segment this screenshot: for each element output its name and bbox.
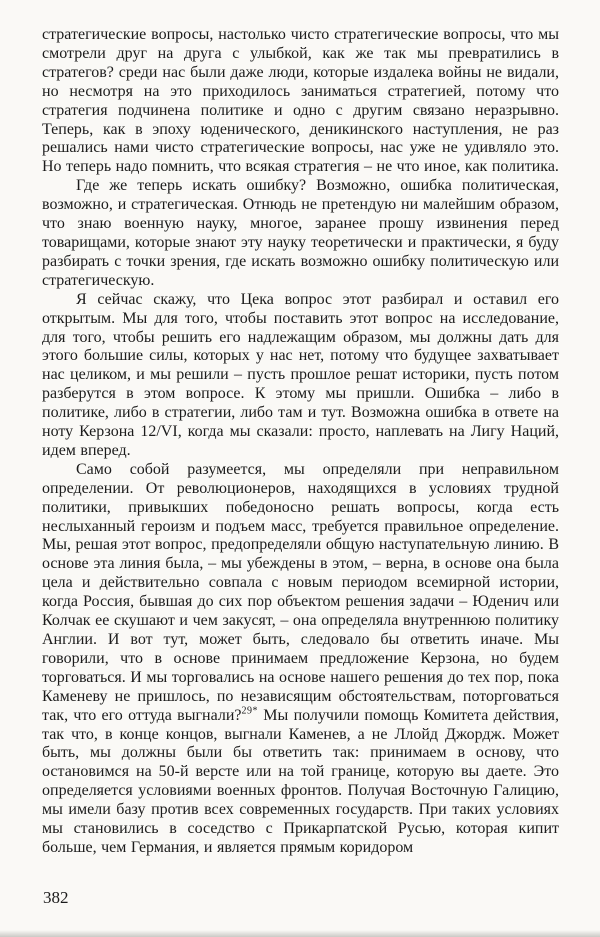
paragraph-3: Я сейчас скажу, что Цека вопрос этот разбирал и оставил его открытым. Мы для того, чтобы поставить этот вопрос на исследование, для того, чтобы решить его надлежащим образом, мы должны дать для этого большие силы, которых у нас нет, потому что будущее захватывает нас целиком, и мы решили – пусть прошлое решат историки, пусть потом разберутся в этом вопросе. К этому мы пришли. Ошибка – либо в политике, либо в стратегии, либо там и тут. Возможна ошибка в ответе на ноту Керзона 12/VI, когда мы сказали: просто, наплевать на Лигу Наций, идем вперед. (42, 290, 559, 459)
paragraph-4 (42, 461, 559, 858)
page-number: 382 (43, 888, 69, 907)
paragraph-2: Где же теперь искать ошибку? Возможно, ошибка политическая, возможно, и стратегическая. Отнюдь не претендую ни малейшим образом, что знаю военную науку, многое, заранее прошу извинения перед товарищами, которые знают эту науку теоретически и практически, я буду разбирать с точки зрения, где искать возможно ошибку политическую или стратегическую. (42, 177, 559, 289)
body-text (42, 26, 559, 858)
paragraph-4-text: Само собой разумеется, мы определяли при неправильном определении. От революционеров, находящихся в условиях трудной политики, привыкших победоносно решать вопросы, когда есть неслыханный героизм и подъем масс, требуется правильное определение. Мы, решая этот вопрос, предопределяли общую наступательную линию. В основе эта линия была, – мы убеждены в этом, – верна, в основе она была цела и действительно совпала с новым периодом всемирной истории, когда Россия, бывшая до сих пор объектом решения задачи – Юденич или Колчак ее скушают и чем закусят, – она определяла внутреннюю политику Англии. И вот тут, может быть, следовало бы ответить иначе. Мы говорили, что в основе принимаем предложение Керзона, но будем торговаться. И мы торговались на основе нашего решения до тех пор, пока Каменеву не пришлось, по независящим обстоятельствам, поторговаться так, что его оттуда выгнали? (42, 460, 559, 724)
footnote-ref: 29* (241, 705, 258, 717)
paragraph-continuation: стратегические вопросы, настолько чисто стратегические вопросы, что мы смотрели друг на друга с улыбкой, как же так мы превратились в стратегов? среди нас были даже люди, которые издалека войны не видали, но несмотря на это приходилось заниматься стратегией, потому что стратегия подчинена политике и одно с другим связано неразрывно. Теперь, как в эпоху юденического, деникинского наступления, не раз решались нами чисто стратегические вопросы, нас уже не удивляло это. Но теперь надо помнить, что всякая стратегия – не что иное, как политика. (42, 26, 559, 176)
paragraph-4-text-continued: Мы получили помощь Комитета действия, так что, в конце концов, выгнали Каменев, а не Ллойд Джордж. Может быть, мы должны были бы ответить так: принимаем в основу, что остановимся на 50-й версте или на той границе, которую вы даете. Это определяется условиями военных фронтов. Получая Восточную Галицию, мы имели базу против всех современных государств. При таких условиях мы становились в соседство с Прикарпатской Русью, которая кипит больше, чем Германия, и является прямым коридором (42, 706, 560, 856)
scan-edge-shadow (0, 930, 600, 937)
